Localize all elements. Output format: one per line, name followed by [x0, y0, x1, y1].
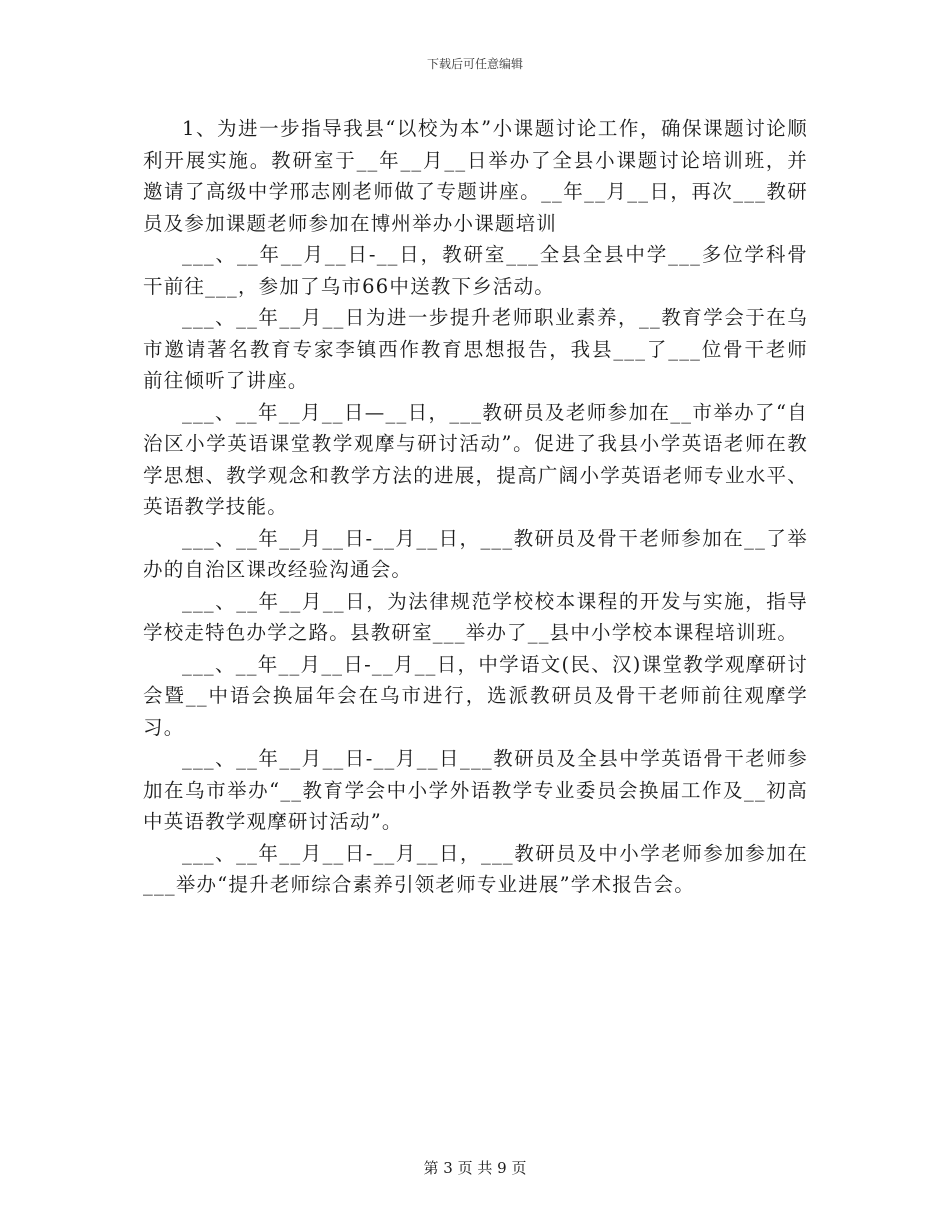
paragraph-5: ___、__年__月__日-__月__日，___教研员及骨干老师参加在__了举办的自治区课改经验沟通会。 [143, 526, 808, 581]
paragraph-2: ___、__年__月__日-__日，教研室___全县全县中学___多位学科骨干前往___，参加了乌市66中送教下乡活动。 [143, 243, 808, 298]
paragraph-7: ___、__年__月__日-__月__日，中学语文(民、汉)课堂教学观摩研讨会暨__中语会换届年会在乌市进行，选派教研员及骨干老师前往观摩学习。 [143, 652, 808, 739]
paragraph-8: ___、__年__月__日-__月__日___教研员及全县中学英语骨干老师参加在乌市举办“__教育学会中小学外语教学专业委员会换届工作及__初高中英语教学观摩研讨活动”。 [143, 747, 808, 833]
paragraph-9: ___、__年__月__日-__月__日，___教研员及中小学老师参加参加在___举办“提升老师综合素养引领老师专业进展”学术报告会。 [143, 841, 808, 896]
header-note: 下载后可任意编辑 [426, 57, 523, 71]
page-number: 第 3 页 共 9 页 [423, 1159, 527, 1177]
paragraph-3: ___、__年__月__日为进一步提升老师职业素养，__教育学会于在乌市邀请著名教育专家李镇西作教育思想报告，我县___了___位骨干老师前往倾听了讲座。 [143, 306, 808, 392]
paragraph-1: 1、为进一步指导我县“以校为本”小课题讨论工作，确保课题讨论顺利开展实施。教研室于__年__月__日举办了全县小课题讨论培训班，并邀请了高级中学邢志刚老师做了专题讲座。__年__月__日，再次___教研员及参加课题老师参加在博州举办小课题培训 [143, 117, 808, 235]
document-body [143, 113, 808, 901]
paragraph-4: ___、__年__月__日—__日，___教研员及老师参加在__市举办了“自治区小学英语课堂教学观摩与研讨活动”。促进了我县小学英语老师在教学思想、教学观念和教学方法的进展，提高广阔小学英语老师专业水平、英语教学技能。 [143, 400, 808, 518]
paragraph-6: ___、__年__月__日，为法律规范学校校本课程的开发与实施，指导学校走特色办学之路。县教研室___举办了__县中小学校本课程培训班。 [143, 589, 808, 644]
